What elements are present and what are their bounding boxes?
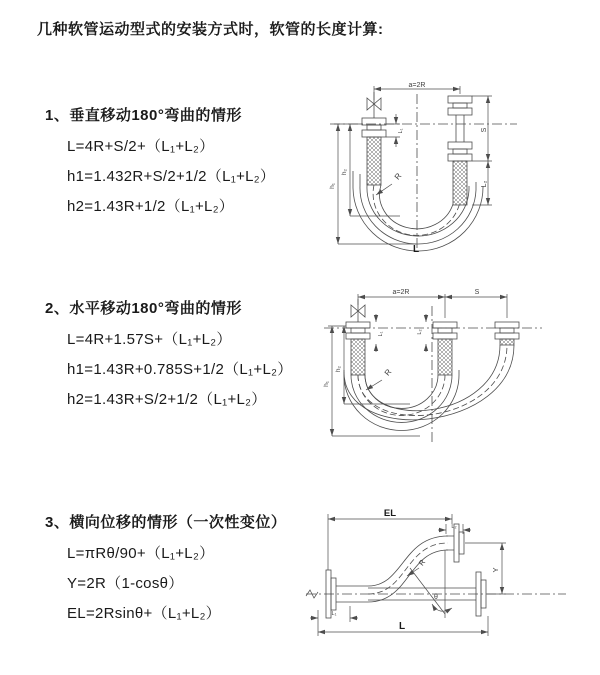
formula-length: L=4R+S/2+（L₁+L₂） — [67, 138, 215, 155]
formula-h1: h1=1.43R+0.785S+1/2（L₁+L₂） — [67, 361, 293, 378]
diagram-vertical-bend — [312, 76, 598, 254]
diagram-horizontal-bend — [310, 284, 600, 448]
section-vertical-bend — [45, 104, 275, 228]
middle-pipe-assembly — [433, 322, 457, 375]
hose-curves — [368, 536, 448, 602]
section-heading: 1、垂直移动180°弯曲的情形 — [45, 107, 242, 124]
radius-label: R — [392, 171, 404, 182]
dimension-lines — [334, 86, 492, 244]
formula-length: L=πRθ/90+（L₁+L₂） — [67, 545, 215, 562]
construction-lines — [407, 550, 452, 618]
dim-label-s: S — [474, 289, 480, 296]
formula-h1: h1=1.432R+S/2+1/2（L₁+L₂） — [67, 168, 276, 185]
right-pipe-assembly — [448, 96, 472, 205]
section-heading: 2、水平移动180°弯曲的情形 — [45, 300, 242, 317]
length-label: L — [412, 244, 420, 254]
section-heading: 3、横向位移的情形（一次性变位） — [45, 514, 287, 531]
dim-label-l2: L₂ — [417, 329, 423, 335]
radius-label: R — [416, 557, 428, 568]
section-horizontal-bend — [45, 297, 293, 421]
formula-h2: h2=1.43R+S/2+1/2（L₁+L₂） — [67, 391, 267, 408]
formula-length: L=4R+1.57S+（L₁+L₂） — [67, 331, 232, 348]
dim-label-l2: L₂ — [481, 180, 488, 188]
left-pipe-assembly — [362, 118, 386, 185]
formula-y: Y=2R（1-cosθ） — [67, 575, 184, 592]
angle-label: θ — [434, 594, 438, 601]
dim-label-l1: L₁ — [378, 331, 384, 337]
dim-label-el: EL — [383, 508, 397, 519]
formula-el: EL=2Rsinθ+（L₁+L₂） — [67, 605, 221, 622]
dim-label-y: Y — [491, 567, 500, 573]
dim-label-a2r: a=2R — [392, 289, 410, 296]
page-title: 几种软管运动型式的安装方式时，软管的长度计算: — [37, 21, 384, 38]
dim-label-h1: h₁ — [323, 381, 330, 387]
centerlines — [330, 94, 517, 250]
dim-label-l1: L₁ — [398, 128, 404, 134]
section-lateral-shift — [45, 511, 286, 635]
dim-label-l1: L₁ — [331, 611, 337, 617]
length-label: L — [398, 621, 406, 632]
dim-label-h2: h₂ — [341, 168, 348, 176]
dim-label-h2: h₂ — [335, 365, 342, 373]
right-pipe-assembly — [495, 322, 519, 345]
dim-label-h1: h₁ — [329, 183, 336, 189]
dim-label-a2r: a=2R — [408, 82, 426, 89]
dim-label-l2: L₂ — [451, 524, 457, 530]
formula-h2: h2=1.43R+1/2（L₁+L₂） — [67, 198, 235, 215]
diagram-lateral-shift — [298, 506, 600, 646]
radius-label: R — [382, 367, 394, 378]
dim-label-s: S — [481, 127, 488, 133]
left-pipe-assembly — [346, 322, 370, 375]
